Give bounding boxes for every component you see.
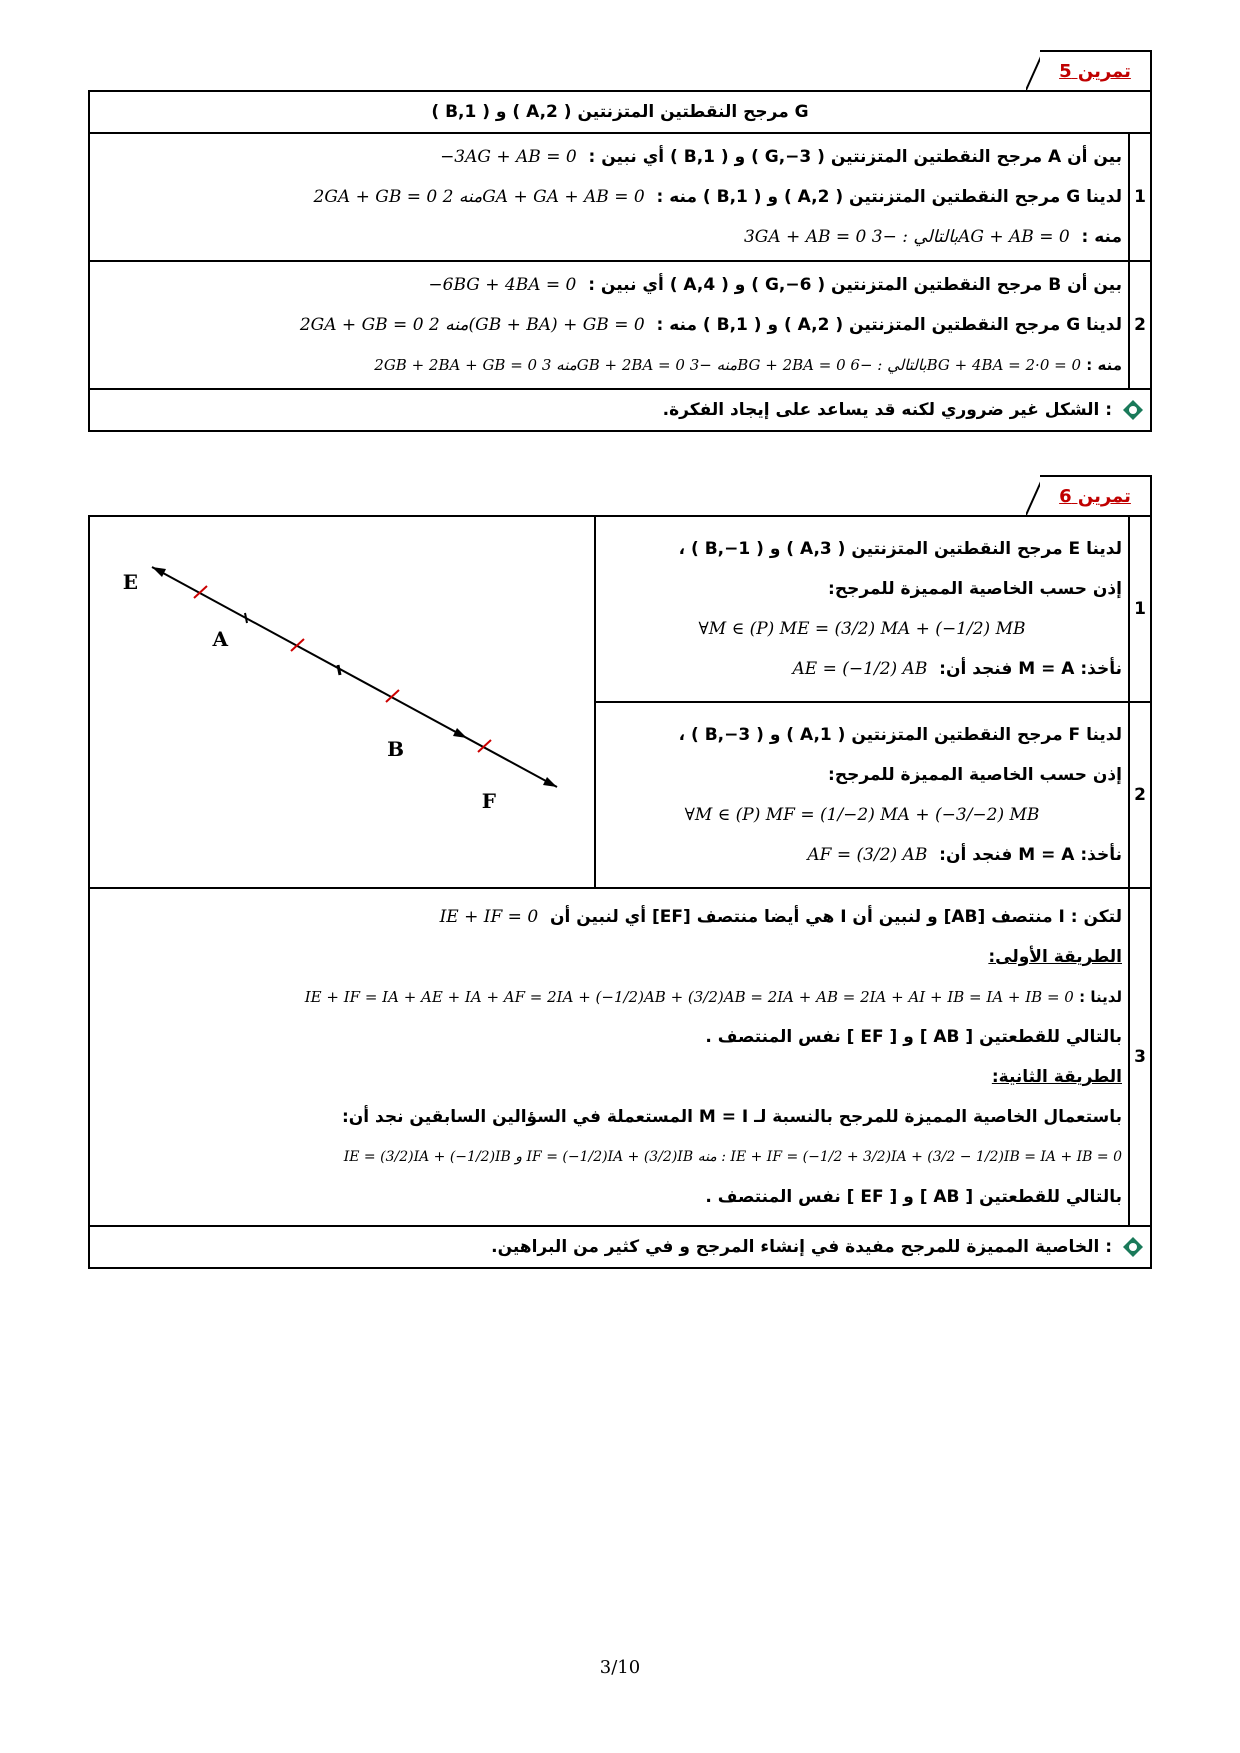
exercise-5-table <box>88 90 1152 432</box>
label-A: A <box>212 627 228 651</box>
ex6-q1-line4: نأخذ: M = A فنجد أن: AE = (−1/2) AB <box>792 659 1122 679</box>
note-icon <box>1122 399 1144 421</box>
arrow-B-icon <box>453 728 467 738</box>
q2-number: 2 <box>1129 702 1151 888</box>
ex6-q1-formula: ∀M ∈ (P) ME = (3/2) MA + (−1/2) MB <box>698 619 1026 639</box>
q1-number: 1 <box>1129 133 1151 261</box>
ex6-q2-content <box>595 702 1129 888</box>
method-2-equation: IE = (3/2)IA + (−1/2)IB و IF = (−1/2)IA + (3/2)IB منه : IE + IF = (−1/2 + 3/2)IA + (3/2 − 1/2)IB = IA + IB = 0 <box>343 1149 1122 1165</box>
exercise-5-tab <box>1022 50 1152 90</box>
exercise-6-table <box>88 515 1152 1269</box>
ex5-q2-content <box>89 261 1129 389</box>
ex6-q2-line2: إذن حسب الخاصية المميزة للمرجح: <box>828 765 1122 785</box>
ex6-q2-line4: نأخذ: M = A فنجد أن: AF = (3/2) AB <box>807 845 1122 865</box>
ex5-q1-content <box>89 133 1129 261</box>
label-E: E <box>122 570 138 594</box>
note-icon <box>1122 1236 1144 1258</box>
ex6-q2-line1: لدينا F مرجح النقطتين المتزنتين ( A,1 ) و ( B,−3 ) ، <box>678 725 1122 745</box>
ex6-q2-formula: ∀M ∈ (P) MF = (1/−2) MA + (−3/−2) MB <box>684 805 1040 825</box>
exercise-5-header: G مرجح النقطتين المتزنتين ( A,2 ) و ( B,1 ) <box>89 91 1151 133</box>
ex5-q2-line3: منه : 2GB + 2BA + GB = 0 منه 3GB + 2BA = 0 منه −3BG + 2BA = 0 بالتالي : −6BG + 4BA = 2·0 = 0 <box>374 356 1122 374</box>
ex6-q1-content <box>595 516 1129 702</box>
label-F: F <box>481 789 496 813</box>
arrow-E-icon <box>152 567 166 577</box>
ex5-q2-line2: لدينا G مرجح النقطتين المتزنتين ( A,2 ) و ( B,1 ) منه : 2GA + GB = 0 منه 2(GB + BA) + GB = 0 <box>299 315 1122 335</box>
ex6-q1-line2: إذن حسب الخاصية المميزة للمرجح: <box>828 579 1122 599</box>
q1-number: 1 <box>1129 516 1151 702</box>
method-1-equation: لدينا : IE + IF = IA + AE + IA + AF = 2IA + (−1/2)AB + (3/2)AB = 2IA + AB = 2IA + AI + IB = IA + IB = 0 <box>304 988 1122 1006</box>
method-1-conclusion: بالتالي للقطعتين [ AB ] و [ EF ] نفس المنتصف . <box>705 1027 1122 1047</box>
exercise-5-title: تمرين 5 <box>1040 50 1152 92</box>
exercise-6-note: : الخاصية المميزة للمرجح مفيدة في إنشاء المرجح و في كثير من البراهين. <box>89 1226 1151 1268</box>
ex6-q3-line1: لتكن : I منتصف [AB] و لنبين أن I هي أيضا منتصف [EF] أي لنبين أن IE + IF = 0 <box>439 907 1122 927</box>
ex5-q1-line3: منه : 3GA + AB = 0 بالتالي : −3AG + AB = 0 <box>743 227 1122 247</box>
page-number: 3/10 <box>599 1657 641 1678</box>
ex6-q3-content <box>89 888 1129 1226</box>
ex5-q1-line1: بين أن A مرجح النقطتين المتزنتين ( G,−3 ) و ( B,1 ) أي نبين : −3AG + AB = 0 <box>440 147 1122 167</box>
exercise-6-tab <box>1022 475 1152 515</box>
method-2-line1: باستعمال الخاصية المميزة للمرجح بالنسبة لـ M = I المستعملة في السؤالين السابقين نجد أن: <box>342 1107 1122 1127</box>
q2-number: 2 <box>1129 261 1151 389</box>
method-1-title: الطريقة الأولى: <box>988 947 1122 967</box>
exercise-6-title: تمرين 6 <box>1040 475 1152 517</box>
line-EF <box>152 567 557 787</box>
figure <box>90 522 594 882</box>
figure-diagram <box>90 522 594 882</box>
method-2-title: الطريقة الثانية: <box>991 1067 1122 1087</box>
q3-number: 3 <box>1129 888 1151 1226</box>
exercise-5-note: : الشكل غير ضروري لكنه قد يساعد على إيجاد الفكرة. <box>89 389 1151 431</box>
ex5-q2-line1: بين أن B مرجح النقطتين المتزنتين ( G,−6 ) و ( A,4 ) أي نبين : −6BG + 4BA = 0 <box>428 275 1122 295</box>
figure-cell <box>89 516 595 888</box>
ex6-q1-line1: لدينا E مرجح النقطتين المتزنتين ( A,3 ) و ( B,−1 ) ، <box>678 539 1122 559</box>
ex5-q1-line2: لدينا G مرجح النقطتين المتزنتين ( A,2 ) و ( B,1 ) منه : 2GA + GB = 0 منه 2GA + GA + AB = 0 <box>313 187 1122 207</box>
label-B: B <box>387 737 404 761</box>
point-I-mark <box>338 665 340 675</box>
method-2-conclusion: بالتالي للقطعتين [ AB ] و [ EF ] نفس المنتصف . <box>705 1187 1122 1207</box>
point-A-mark <box>245 613 247 623</box>
arrow-F-icon <box>543 777 557 787</box>
